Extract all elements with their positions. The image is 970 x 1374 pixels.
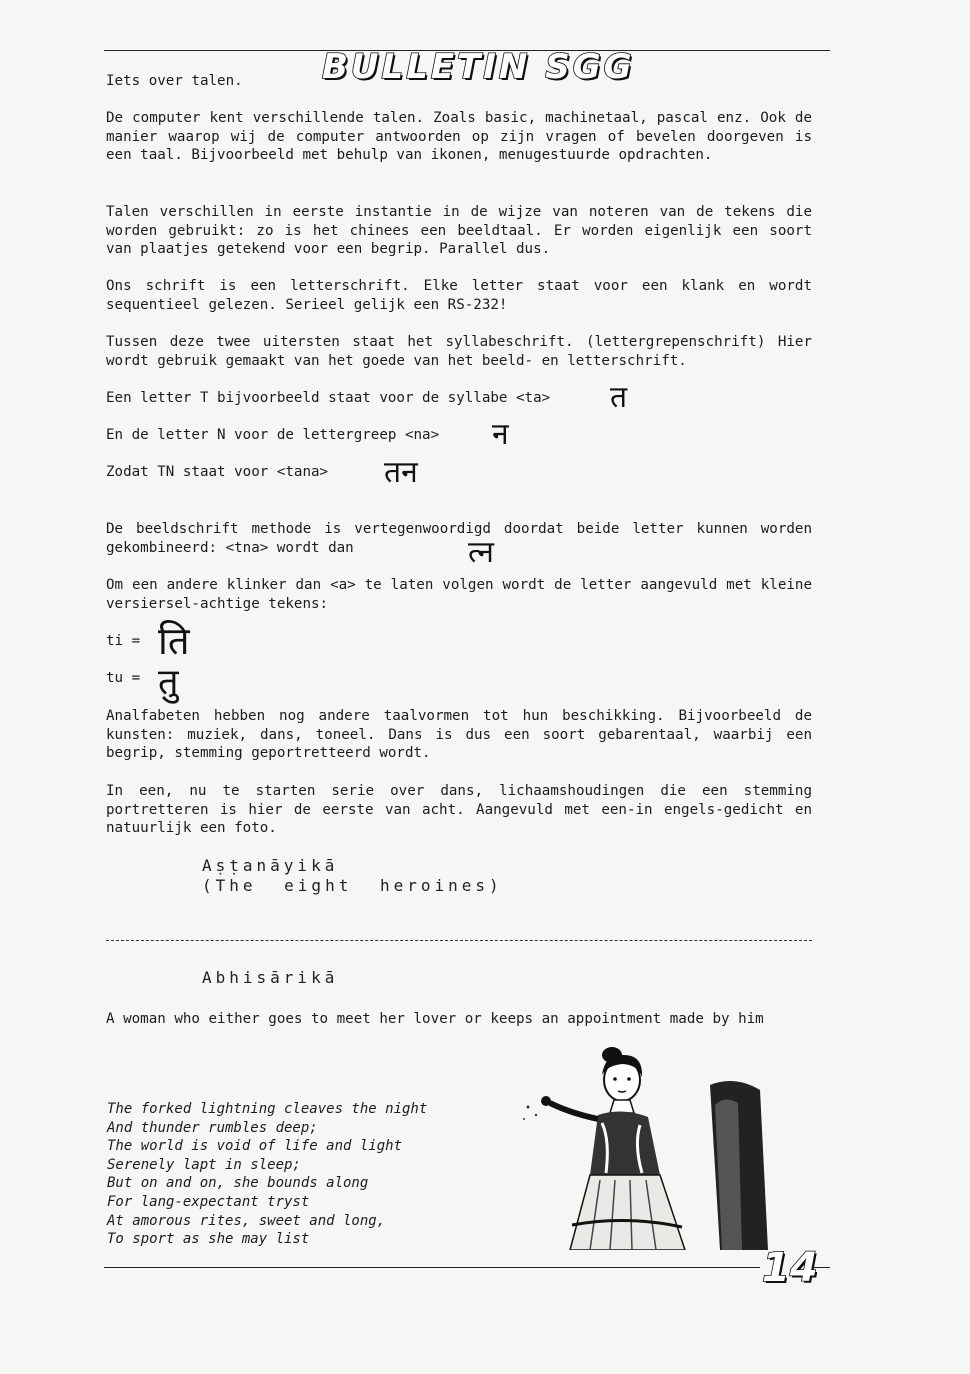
section-title: Iets over talen. bbox=[106, 73, 243, 89]
paragraph-klinker: Om een andere klinker dan <a> te laten volgen wordt de letter aangevuld met kleine versiersel-achtige tekens: bbox=[106, 577, 812, 612]
devanagari-tu-glyph: तु bbox=[158, 662, 179, 703]
paragraph-talen-verschillen: Talen verschillen in eerste instantie in de wijze van noteren van de tekens die worden gebruikt: zo is het chinees een beeldtaal. Er worden eigenlijk een soort van plaatjes getekend voor een begrip. Parallel dus. bbox=[106, 204, 812, 258]
poem-line: To sport as she may list bbox=[107, 1231, 310, 1248]
devanagari-tana-glyph: तन bbox=[384, 455, 418, 490]
dancer-photo bbox=[510, 1045, 780, 1250]
poem bbox=[107, 1100, 507, 1249]
paragraph-analfabeten: Analfabeten hebben nog andere taalvormen tot hun beschikking. Bijvoorbeeld de kunsten: muziek, dans, toneel. Dans is dus een soort gebarentaal, waarbij een begrip, stemming geportretteerd wordt. bbox=[106, 708, 812, 762]
devanagari-na-glyph: न bbox=[492, 417, 509, 452]
devanagari-ta-glyph: त bbox=[610, 380, 628, 415]
footer-rule bbox=[104, 1267, 760, 1268]
tu-label: tu = bbox=[106, 670, 141, 686]
poem-line: The forked lightning cleaves the night bbox=[107, 1101, 428, 1117]
devanagari-ti-glyph: ति bbox=[158, 619, 190, 663]
series-title: Aṣṭanāyikā bbox=[202, 856, 339, 875]
poem-line: But on and on, she bounds along bbox=[107, 1175, 369, 1192]
heroine-title: Abhisārikā bbox=[202, 968, 339, 987]
series-subtitle: (The eight heroines) bbox=[202, 876, 503, 895]
heroine-description: A woman who either goes to meet her lover or keeps an appointment made by him bbox=[106, 1011, 764, 1027]
poem-line: At amorous rites, sweet and long, bbox=[107, 1212, 386, 1229]
paragraph-computer-talen: De computer kent verschillende talen. Zoals basic, machinetaal, pascal enz. Ook de manier waarop wij de computer antwoorden op zijn vragen of bevelen doorgeven is een taal. Bijvoorbeeld met behulp van ikonen, menugestuurde opdrachten. bbox=[106, 110, 812, 164]
example-tana-line: Zodat TN staat voor <tana> bbox=[106, 464, 329, 480]
ti-label: ti = bbox=[106, 633, 141, 649]
example-na-line: En de letter N voor de lettergreep <na> bbox=[106, 427, 440, 443]
poem-line: And thunder rumbles deep; bbox=[107, 1119, 318, 1136]
paragraph-syllabeschrift: Tussen deze twee uitersten staat het syllabeschrift. (lettergrepenschrift) Hier wordt gebruik gemaakt van het goede van het beeld- en letterschrift. bbox=[106, 334, 812, 369]
devanagari-tna-glyph: त्न bbox=[468, 535, 494, 570]
example-ta-line: Een letter T bijvoorbeeld staat voor de syllabe <ta> bbox=[106, 390, 551, 406]
poem-line: The world is void of life and light bbox=[107, 1138, 403, 1155]
poem-line: For lang-expectant tryst bbox=[107, 1193, 310, 1210]
page-number: 14 bbox=[762, 1245, 818, 1291]
paragraph-letterschrift: Ons schrift is een letterschrift. Elke letter staat voor een klank en wordt sequentieel gelezen. Serieel gelijk een RS-232! bbox=[106, 278, 812, 313]
bulletin-logo: BULLETIN SGG bbox=[322, 47, 635, 87]
paragraph-beeldschrift: De beeldschrift methode is vertegenwoordigd doordat beide letter kunnen worden gekombineerd: <tna> wordt dan bbox=[106, 521, 812, 556]
poem-line: Serenely lapt in sleep; bbox=[107, 1156, 301, 1173]
paragraph-serie: In een, nu te starten serie over dans, lichaamshoudingen die een stemming portretteren is hier de eerste van acht. Aangevuld met een-in engels-gedicht en natuurlijk een foto. bbox=[106, 783, 812, 837]
section-divider bbox=[106, 940, 812, 941]
